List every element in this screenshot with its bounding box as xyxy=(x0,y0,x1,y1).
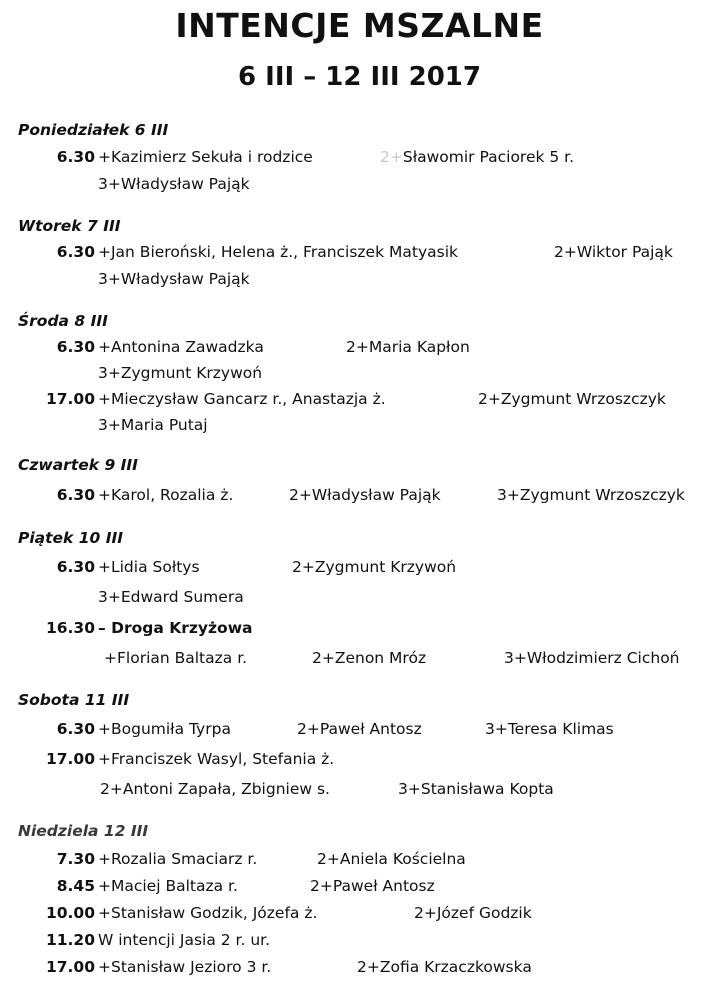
intention: 3+Władysław Pająk xyxy=(98,175,250,193)
mass-time: 7.30 xyxy=(56,850,95,868)
intention: 2+Paweł Antosz xyxy=(310,877,435,895)
intention: 2+Władysław Pająk xyxy=(289,486,441,504)
intention: 3+Zygmunt Krzywoń xyxy=(98,364,263,382)
mass-time: 6.30 xyxy=(56,338,95,356)
intention: 3+Włodzimierz Cichoń xyxy=(504,649,680,667)
intention-name: Sławomir Paciorek 5 r. xyxy=(402,148,575,166)
day-heading-tuesday: Wtorek 7 III xyxy=(18,217,121,235)
mass-time: 10.00 xyxy=(45,904,95,922)
mass-time: 6.30 xyxy=(56,486,95,504)
intention: +Karol, Rozalia ż. xyxy=(98,486,234,504)
day-heading-saturday: Sobota 11 III xyxy=(18,691,130,709)
intention: 3+Stanisława Kopta xyxy=(398,780,554,798)
intention: 2+Zygmunt Krzywoń xyxy=(292,558,457,576)
mass-time: 11.20 xyxy=(45,931,95,949)
mass-time: 17.00 xyxy=(45,390,95,408)
mass-time: 6.30 xyxy=(56,720,95,738)
intention: +Florian Baltaza r. xyxy=(104,649,248,667)
intention: +Kazimierz Sekuła i rodzice xyxy=(98,148,313,166)
day-heading-monday: Poniedziałek 6 III xyxy=(18,121,169,139)
intention-number-faint: 2+ xyxy=(380,148,403,166)
intention: +Stanisław Godzik, Józefa ż. xyxy=(98,904,318,922)
mass-time: 6.30 xyxy=(56,148,95,166)
intention: 2+Zenon Mróz xyxy=(312,649,427,667)
mass-time: 17.00 xyxy=(45,958,95,976)
mass-time: 6.30 xyxy=(56,243,95,261)
intention: +Rozalia Smaciarz r. xyxy=(98,850,258,868)
intention: +Lidia Sołtys xyxy=(98,558,200,576)
date-range: 6 III – 12 III 2017 xyxy=(238,62,481,92)
mass-time: 17.00 xyxy=(45,750,95,768)
mass-time: 8.45 xyxy=(56,877,95,895)
intention: 3+Zygmunt Wrzoszczyk xyxy=(497,486,685,504)
page-title: INTENCJE MSZALNE xyxy=(175,6,544,45)
intention: 2+Aniela Kościelna xyxy=(317,850,466,868)
intention xyxy=(380,147,574,167)
day-heading-sunday: Niedziela 12 III xyxy=(18,822,149,840)
intention: +Stanisław Jezioro 3 r. xyxy=(98,958,272,976)
intention: +Bogumiła Tyrpa xyxy=(98,720,231,738)
service-title: – Droga Krzyżowa xyxy=(98,619,253,637)
intention: +Franciszek Wasyl, Stefania ż. xyxy=(98,750,335,768)
intention: 3+Teresa Klimas xyxy=(485,720,614,738)
intention: 2+Józef Godzik xyxy=(414,904,532,922)
intention: 2+Zygmunt Wrzoszczyk xyxy=(478,390,666,408)
intention: 3+Władysław Pająk xyxy=(98,270,250,288)
day-heading-thursday: Czwartek 9 III xyxy=(18,456,138,474)
intention: 2+Wiktor Pająk xyxy=(554,243,673,261)
intention: W intencji Jasia 2 r. ur. xyxy=(98,931,271,949)
intention: +Maciej Baltaza r. xyxy=(98,877,238,895)
intention: 2+Antoni Zapała, Zbigniew s. xyxy=(100,780,330,798)
intention: 2+Zofia Krzaczkowska xyxy=(357,958,532,976)
intention: +Antonina Zawadzka xyxy=(98,338,264,356)
day-heading-friday: Piątek 10 III xyxy=(18,529,124,547)
mass-time: 6.30 xyxy=(56,558,95,576)
intention: 3+Maria Putaj xyxy=(98,416,208,434)
intention: +Mieczysław Gancarz r., Anastazja ż. xyxy=(98,390,386,408)
intention: 3+Edward Sumera xyxy=(98,588,244,606)
intention: 2+Paweł Antosz xyxy=(297,720,422,738)
day-heading-wednesday: Środa 8 III xyxy=(18,312,108,330)
intention: 2+Maria Kapłon xyxy=(346,338,470,356)
intention: +Jan Bieroński, Helena ż., Franciszek Matyasik xyxy=(98,243,458,261)
mass-time: 16.30 xyxy=(45,619,95,637)
